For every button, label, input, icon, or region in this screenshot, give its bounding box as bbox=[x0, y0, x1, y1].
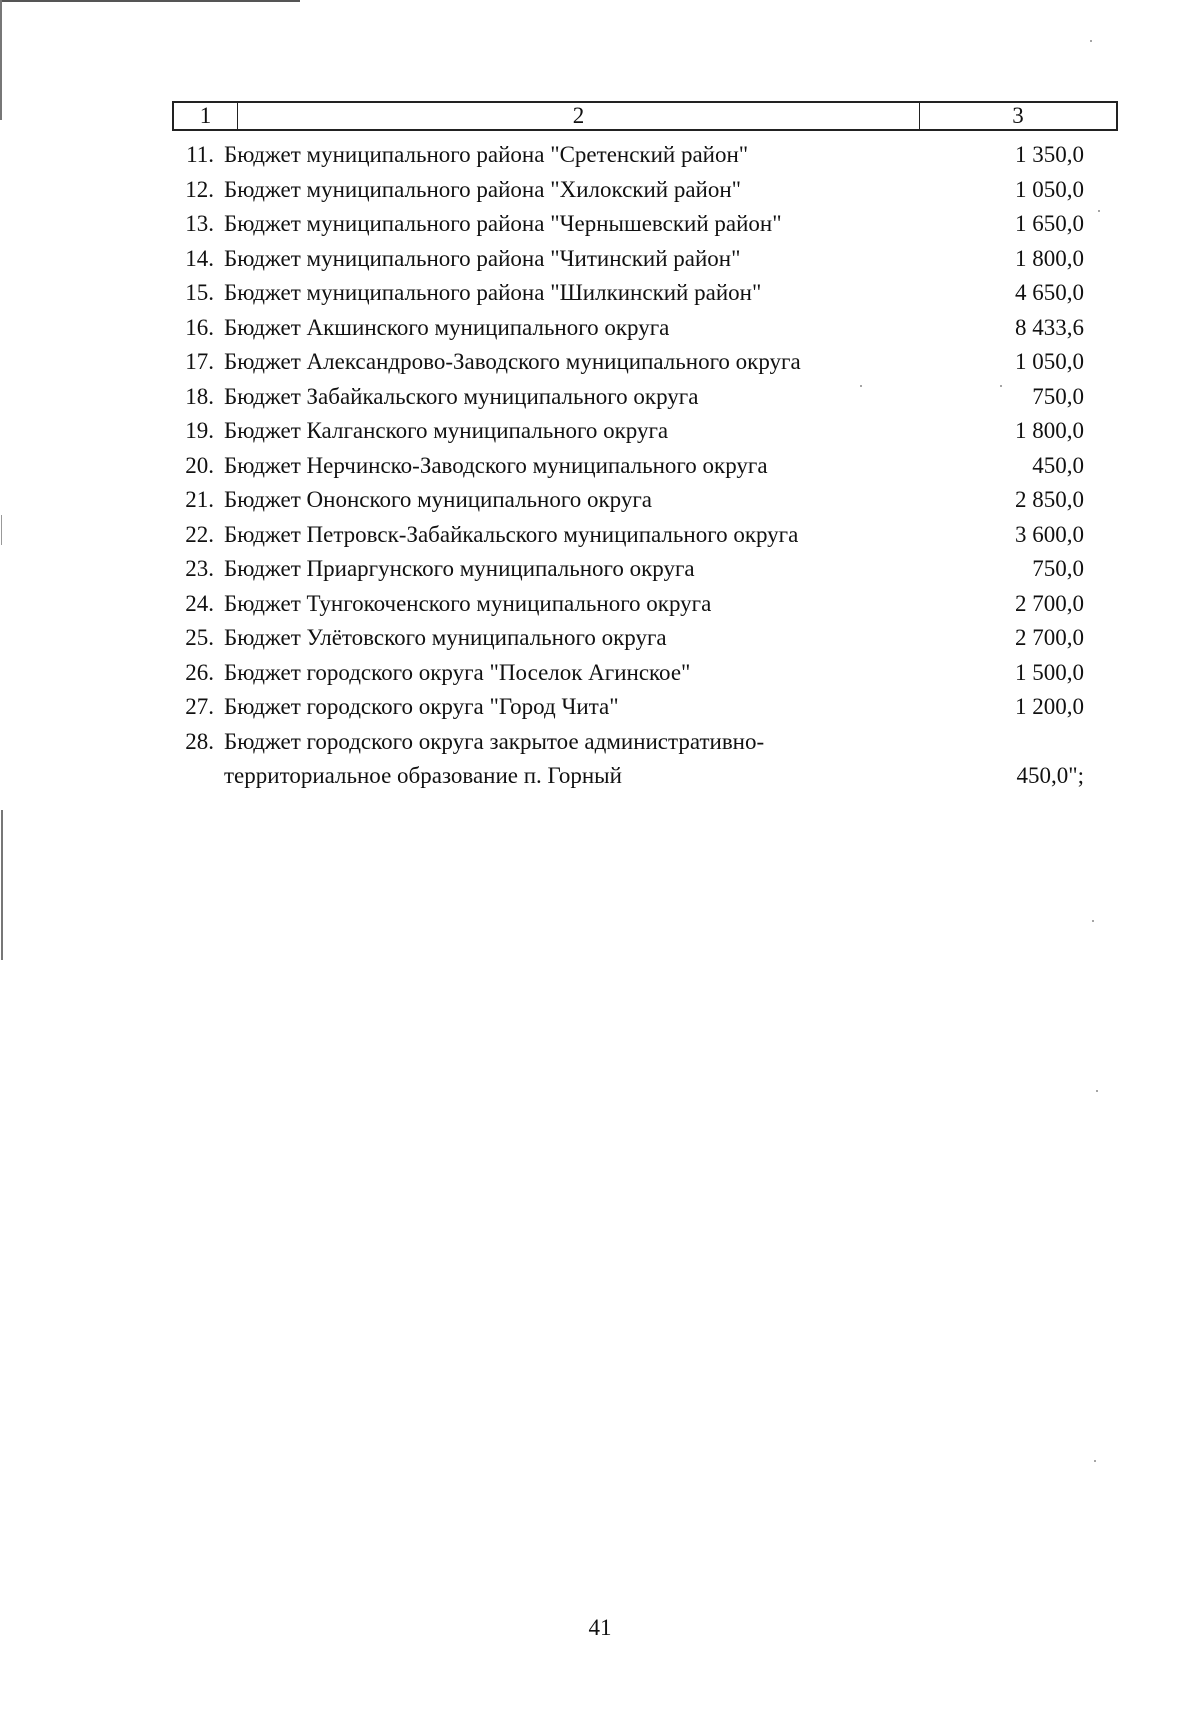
scan-edge-left-lower bbox=[1, 810, 3, 960]
column-header-2: 2 bbox=[238, 103, 920, 129]
table-row bbox=[172, 587, 1118, 622]
table-row bbox=[172, 483, 1118, 518]
budget-name: Бюджет городского округа закрытое административно-территориальное образование п. Горный bbox=[224, 728, 765, 788]
table-row bbox=[172, 552, 1118, 587]
table-row bbox=[172, 449, 1118, 484]
budget-amount: 2 850,0 bbox=[1015, 487, 1084, 512]
budget-amount: 2 700,0 bbox=[1015, 625, 1084, 650]
row-number: 20. bbox=[185, 452, 214, 478]
scan-speck bbox=[1096, 1090, 1098, 1092]
budget-amount: 1 800,0 bbox=[1015, 245, 1084, 271]
budget-amount: 1 200,0 bbox=[1015, 694, 1084, 719]
budget-name: Бюджет Петровск-Забайкальского муниципального округа bbox=[224, 521, 799, 547]
table-row bbox=[172, 656, 1118, 691]
row-number: 18. bbox=[185, 383, 214, 409]
budget-name: Бюджет городского округа "Поселок Агинское" bbox=[224, 659, 691, 685]
budget-amount: 3 600,0 bbox=[1015, 521, 1084, 547]
budget-amount: 1 650,0 bbox=[1015, 211, 1084, 236]
budget-name: Бюджет городского округа "Город Чита" bbox=[224, 694, 619, 719]
budget-amount: 750,0 bbox=[1032, 383, 1084, 409]
row-number: 19. bbox=[185, 418, 214, 443]
scan-speck bbox=[1090, 40, 1092, 42]
column-header-3: 3 bbox=[1012, 103, 1024, 128]
budget-name: Бюджет муниципального района "Чернышевский район" bbox=[224, 211, 782, 236]
table-body bbox=[172, 138, 1118, 794]
page-number: 41 bbox=[588, 1615, 612, 1640]
budget-amount: 1 350,0 bbox=[1015, 142, 1084, 167]
budget-name: Бюджет Акшинского муниципального округа bbox=[224, 314, 670, 340]
row-number: 14. bbox=[185, 245, 214, 271]
row-number: 22. bbox=[185, 521, 214, 547]
table-row bbox=[172, 518, 1118, 553]
budget-name: Бюджет Нерчинско-Заводского муниципального округа bbox=[224, 452, 768, 478]
scan-speck bbox=[1094, 1460, 1096, 1462]
table-header bbox=[172, 101, 1118, 131]
table-row bbox=[172, 138, 1118, 173]
budget-name: Бюджет Улётовского муниципального округа bbox=[224, 625, 667, 650]
row-number: 12. bbox=[185, 176, 214, 202]
table-row bbox=[172, 173, 1118, 208]
budget-amount: 8 433,6 bbox=[1015, 314, 1084, 340]
budget-amount: 750,0 bbox=[1032, 556, 1084, 581]
scan-edge-left bbox=[0, 0, 2, 120]
scan-edge-left-mark bbox=[1, 515, 2, 545]
row-number: 28. bbox=[185, 728, 214, 754]
table-row bbox=[172, 242, 1118, 277]
row-number: 15. bbox=[185, 280, 214, 305]
row-number: 23. bbox=[185, 556, 214, 581]
table-row bbox=[172, 414, 1118, 449]
row-number: 13. bbox=[185, 211, 214, 236]
table-row bbox=[172, 690, 1118, 725]
budget-amount: 450,0 bbox=[1032, 452, 1084, 478]
scan-speck bbox=[1092, 920, 1094, 922]
budget-name: Бюджет Тунгокоченского муниципального округа bbox=[224, 590, 712, 616]
budget-name: Бюджет Ононского муниципального округа bbox=[224, 487, 652, 512]
table-row bbox=[172, 380, 1118, 415]
budget-name: Бюджет Калганского муниципального округа bbox=[224, 418, 669, 443]
budget-amount: 4 650,0 bbox=[1015, 280, 1084, 305]
budget-name: Бюджет муниципального района "Читинский район" bbox=[224, 245, 741, 271]
row-number: 17. bbox=[185, 349, 214, 374]
row-number: 25. bbox=[185, 625, 214, 650]
budget-amount: 1 050,0 bbox=[1015, 176, 1084, 202]
budget-amount: 1 800,0 bbox=[1015, 418, 1084, 443]
row-number: 26. bbox=[185, 659, 214, 685]
table-row bbox=[172, 345, 1118, 380]
budget-name: Бюджет муниципального района "Шилкинский район" bbox=[224, 280, 762, 305]
row-number: 16. bbox=[185, 314, 214, 340]
budget-name: Бюджет муниципального района "Хилокский район" bbox=[224, 176, 742, 202]
row-number: 27. bbox=[185, 694, 214, 719]
row-number: 21. bbox=[185, 487, 214, 512]
column-header-1: 1 bbox=[174, 103, 238, 129]
budget-name: Бюджет Забайкальского муниципального округа bbox=[224, 383, 699, 409]
table-row bbox=[172, 621, 1118, 656]
row-number: 24. bbox=[185, 590, 214, 616]
budget-name: Бюджет Александрово-Заводского муниципального округа bbox=[224, 349, 801, 374]
table-row bbox=[172, 725, 1118, 794]
row-number: 11. bbox=[186, 142, 214, 167]
table-row bbox=[172, 207, 1118, 242]
budget-amount: 2 700,0 bbox=[1015, 590, 1084, 616]
table-row bbox=[172, 276, 1118, 311]
budget-amount: 450,0"; bbox=[1016, 763, 1084, 788]
table-row bbox=[172, 311, 1118, 346]
scan-edge-top bbox=[0, 0, 300, 2]
budget-amount: 1 050,0 bbox=[1015, 349, 1084, 374]
budget-name: Бюджет муниципального района "Сретенский район" bbox=[224, 142, 749, 167]
budget-name: Бюджет Приаргунского муниципального округа bbox=[224, 556, 695, 581]
budget-amount: 1 500,0 bbox=[1015, 659, 1084, 685]
